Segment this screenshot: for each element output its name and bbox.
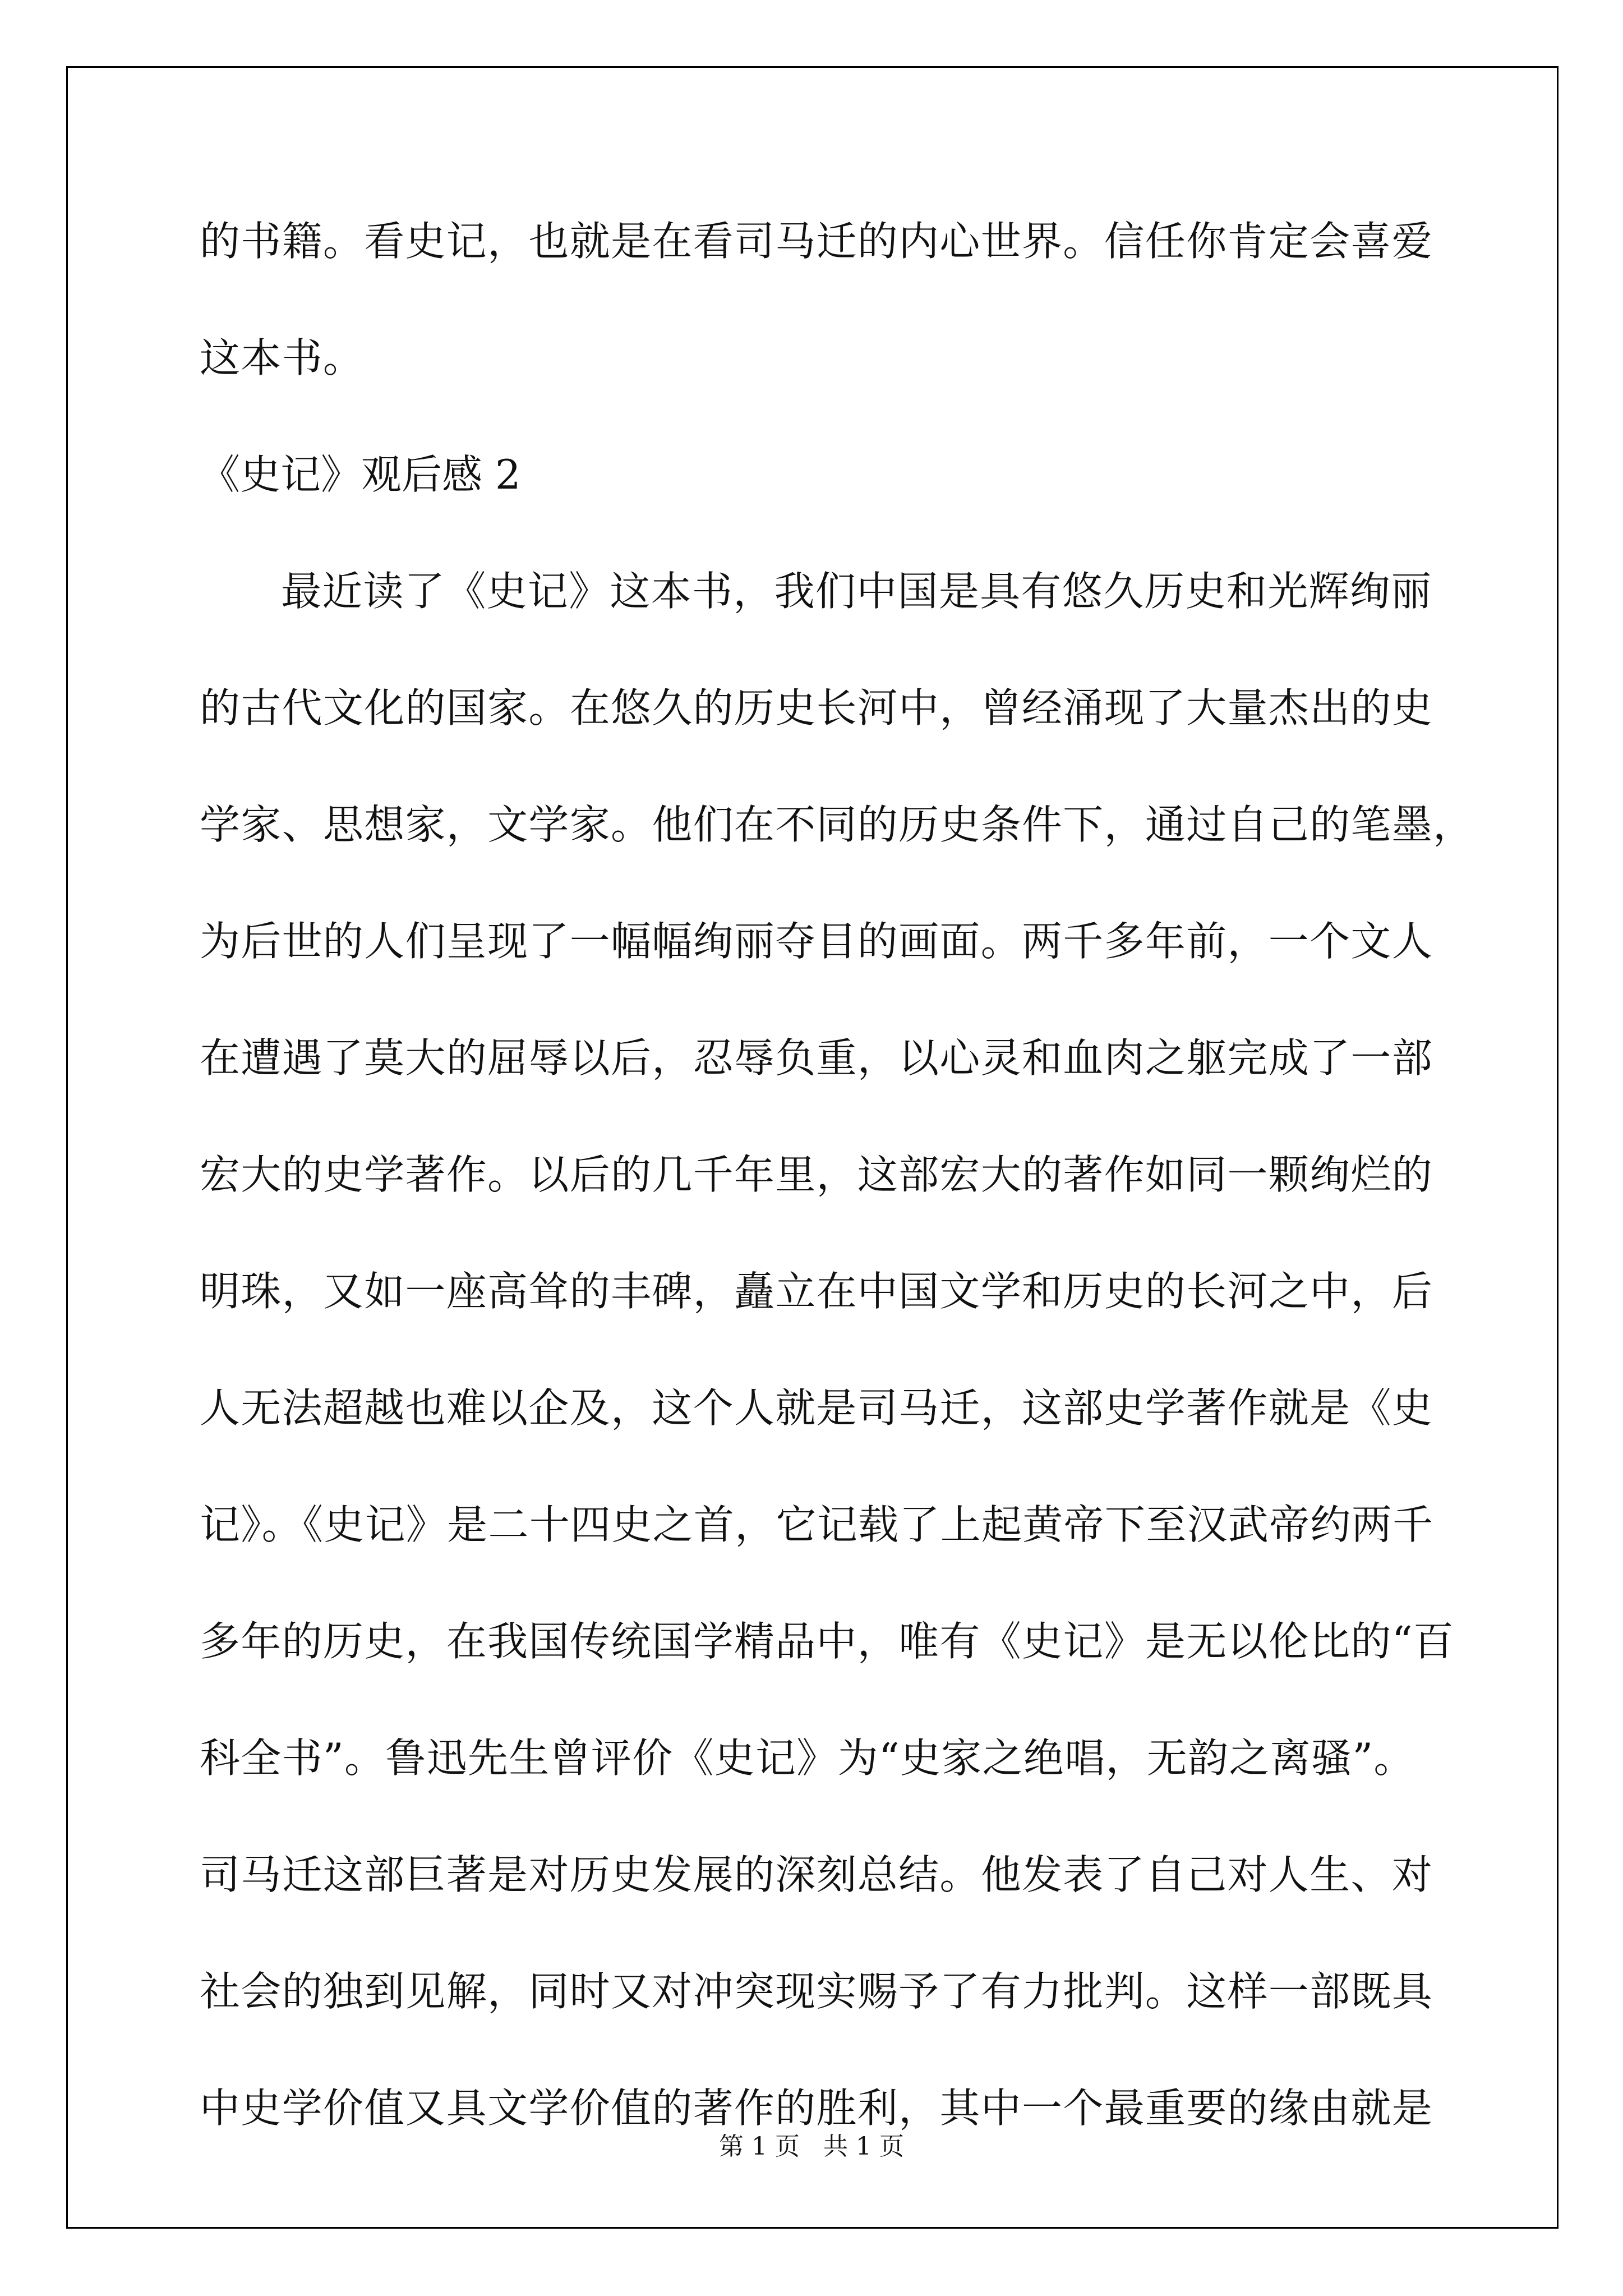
text-line: 科全书”。鲁迅先生曾评价《史记》为“史家之绝唱，无韵之离骚”。 [200, 1734, 1415, 1782]
text-line: 多年的历史，在我国传统国学精品中，唯有《史记》是无以伦比的“百 [200, 1618, 1455, 1665]
paragraph-first-line: 最近读了《史记》这本书，我们中国是具有悠久历史和光辉绚丽 [281, 568, 1432, 615]
text-line: 司马迁这部巨著是对历史发展的深刻总结。他发表了自己对人生、对 [200, 1851, 1433, 1898]
text-line: 在遭遇了莫大的屈辱以后，忍辱负重，以心灵和血肉之躯完成了一部 [200, 1034, 1433, 1082]
page-number-footer: 第 1 页 共 1 页 [719, 2132, 904, 2161]
text-line: 为后世的人们呈现了一幅幅绚丽夺目的画面。两千多年前，一个文人 [200, 918, 1433, 965]
text-line: 记》。《史记》是二十四史之首，它记载了上起黄帝下至汉武帝约两千 [200, 1501, 1434, 1548]
text-line: 的书籍。看史记，也就是在看司马迁的内心世界。信任你肯定会喜爱 [200, 218, 1433, 265]
text-line: 这本书。 [200, 334, 365, 381]
text-line: 中史学价值又具文学价值的著作的胜利，其中一个最重要的缘由就是 [200, 2085, 1433, 2132]
document-body [200, 208, 1474, 2191]
section-title: 《史记》观后感 2 [200, 451, 521, 498]
text-line: 社会的独到见解，同时又对冲突现实赐予了有力批判。这样一部既具 [200, 1968, 1433, 2015]
text-line: 学家、思想家，文学家。他们在不同的历史条件下，通过自己的笔墨， [200, 801, 1474, 848]
text-line: 宏大的史学著作。以后的几千年里，这部宏大的著作如同一颗绚烂的 [200, 1151, 1433, 1198]
text-line: 人无法超越也难以企及，这个人就是司马迁，这部史学著作就是《史 [200, 1384, 1433, 1432]
text-line: 明珠，又如一座高耸的丰碑，矗立在中国文学和历史的长河之中，后 [200, 1268, 1433, 1315]
text-line: 的古代文化的国家。在悠久的历史长河中，曾经涌现了大量杰出的史 [200, 684, 1433, 731]
